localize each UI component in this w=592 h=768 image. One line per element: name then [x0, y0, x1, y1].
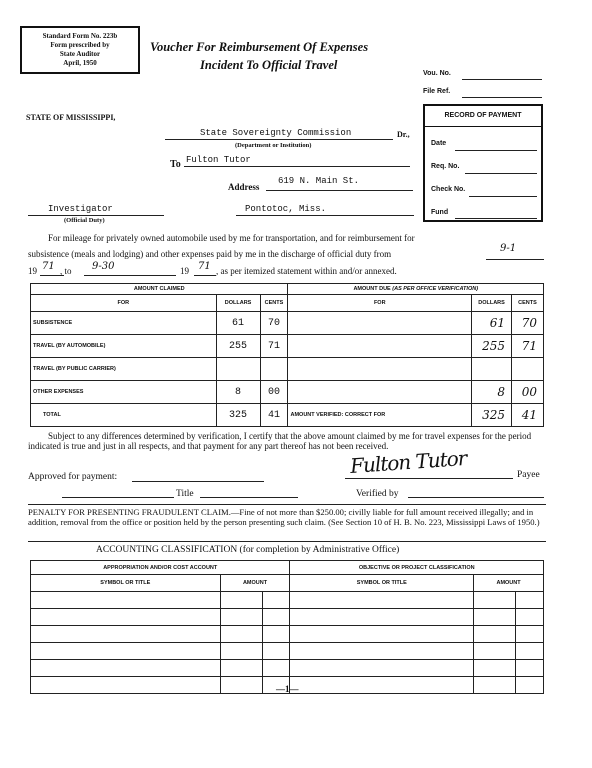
penalty-text: PENALTY FOR PRESENTING FRAUDULENT CLAIM.—Fine of not more than $250.00; civilly liable for full amount received illegally; and in addition, removal from the office or position held by the person presenting such claim. (See Section 10 of H. B. No. 223, Mississippi Laws of 1950.)	[28, 507, 540, 527]
signature-text: Fulton Tutor	[349, 445, 468, 479]
table-row	[31, 660, 544, 677]
vou-no-field[interactable]	[462, 79, 542, 80]
from-year-value: 71	[42, 261, 55, 272]
vou-no-label: Vou. No.	[423, 70, 451, 77]
cell[interactable]	[290, 643, 474, 660]
state-label: STATE OF MISSISSIPPI,	[26, 113, 116, 122]
row-label: OTHER EXPENSES	[31, 381, 217, 404]
payee-name-field[interactable]	[184, 166, 410, 167]
cell[interactable]	[220, 677, 262, 694]
address-field[interactable]	[266, 190, 413, 191]
row-cents[interactable]: 00	[260, 381, 288, 404]
row-due-cents[interactable]	[512, 358, 544, 381]
from-date-field[interactable]	[486, 259, 544, 260]
record-req-field[interactable]	[465, 173, 537, 174]
duty-field[interactable]	[28, 215, 164, 216]
row-dollars[interactable]: 61	[216, 312, 260, 335]
cell[interactable]	[290, 677, 474, 694]
to-date-field[interactable]	[84, 275, 176, 276]
record-date-field[interactable]	[455, 150, 537, 151]
statement-line3-tail: , as per itemized statement within and/or annexed.	[216, 266, 397, 276]
cell[interactable]	[290, 609, 474, 626]
record-title: RECORD OF PAYMENT	[444, 112, 522, 119]
cell[interactable]	[516, 592, 544, 609]
col-due-cents-header: CENTS	[512, 295, 544, 312]
record-check-label: Check No.	[431, 186, 466, 193]
table-row	[31, 335, 544, 358]
file-ref-field[interactable]	[462, 97, 542, 98]
table-row	[31, 358, 544, 381]
cell[interactable]	[516, 643, 544, 660]
right-symbol-header: SYMBOL OR TITLE	[290, 575, 474, 592]
cell[interactable]	[290, 592, 474, 609]
from-date-value: 9-1	[500, 243, 517, 254]
address-label: Address	[228, 182, 260, 192]
duty-caption: (Official Duty)	[64, 217, 105, 224]
table-row	[31, 381, 544, 404]
table-row	[31, 592, 544, 609]
form-id-box	[20, 26, 140, 74]
total-due-dollars[interactable]: 325	[472, 404, 512, 427]
from-year-prefix: 19	[28, 266, 37, 276]
cell[interactable]	[474, 626, 516, 643]
row-due-cents[interactable]: 71	[512, 335, 544, 358]
payee-label: Payee	[517, 470, 540, 480]
cell[interactable]	[31, 592, 221, 609]
form-title-line1: Voucher For Reimbursement Of Expenses	[150, 40, 369, 54]
verified-by-label: Verified by	[356, 489, 399, 499]
payee-name-value: Fulton Tutor	[186, 155, 251, 165]
cell[interactable]	[31, 609, 221, 626]
cell[interactable]	[516, 677, 544, 694]
cell[interactable]	[516, 609, 544, 626]
appropriation-header: APPROPRIATION AND/OR COST ACCOUNT	[31, 561, 290, 575]
row-due-dollars[interactable]	[472, 358, 512, 381]
cell[interactable]	[474, 609, 516, 626]
total-cents[interactable]: 41	[260, 404, 288, 427]
department-caption: (Department or Institution)	[235, 142, 312, 149]
department-field[interactable]	[165, 139, 393, 140]
total-dollars[interactable]: 325	[216, 404, 260, 427]
table-row	[31, 626, 544, 643]
col-due-dollars-header: DOLLARS	[472, 295, 512, 312]
row-label: TRAVEL (BY AUTOMOBILE)	[31, 335, 217, 358]
department-suffix: Dr.,	[397, 130, 410, 139]
form-title-line2: Incident To Official Travel	[200, 58, 338, 72]
left-symbol-header: SYMBOL OR TITLE	[31, 575, 221, 592]
statement-line2: subsistence (meals and lodging) and other expenses paid by me in the discharge of official duty from	[28, 249, 392, 259]
approved-field[interactable]	[132, 481, 264, 482]
cell[interactable]	[31, 677, 221, 694]
total-due-cents[interactable]: 41	[512, 404, 544, 427]
total-row	[31, 404, 544, 427]
table-row	[31, 312, 544, 335]
to-word: , to	[60, 266, 72, 276]
amount-due-label: AMOUNT DUE	[353, 286, 391, 292]
row-due-for	[288, 335, 472, 358]
cell[interactable]	[220, 643, 262, 660]
penalty-divider	[28, 504, 546, 505]
total-label: TOTAL	[31, 404, 217, 427]
amount-claimed-header: AMOUNT CLAIMED	[31, 284, 288, 295]
city-field[interactable]	[236, 215, 414, 216]
record-date-label: Date	[431, 140, 447, 147]
department-value: State Sovereignty Commission	[200, 128, 352, 138]
col-due-for-header: FOR	[288, 295, 472, 312]
verified-by-field[interactable]	[408, 497, 544, 498]
row-label: SUBSISTENCE	[31, 312, 217, 335]
approved-label: Approved for payment:	[28, 472, 118, 482]
accounting-title: ACCOUNTING CLASSIFICATION (for completion by Administrative Office)	[96, 545, 400, 555]
record-req-label: Req. No.	[431, 163, 460, 170]
cell[interactable]	[262, 660, 290, 677]
to-year-prefix: 19	[180, 266, 189, 276]
to-date-value: 9-30	[92, 261, 115, 272]
cell[interactable]	[220, 592, 262, 609]
certify-text: Subject to any differences determined by verification, I certify that the above amount claimed by me for travel expenses for the period indicated is true and just in all respects, and that payment for any part thereof has not been received.	[28, 431, 532, 451]
city-value: Pontotoc, Miss.	[245, 204, 327, 214]
cell[interactable]	[290, 626, 474, 643]
address-value: 619 N. Main St.	[278, 176, 360, 186]
row-due-for	[288, 312, 472, 335]
record-of-payment-box	[423, 104, 543, 222]
table-row	[31, 643, 544, 660]
cell[interactable]	[31, 626, 221, 643]
record-fund-field[interactable]	[455, 218, 537, 219]
accounting-table	[30, 560, 544, 694]
form-id-line2: Form prescribed by	[50, 41, 110, 49]
cell[interactable]	[262, 592, 290, 609]
col-dollars-header: DOLLARS	[216, 295, 260, 312]
approval-signature-field[interactable]	[62, 497, 174, 498]
row-dollars[interactable]: 255	[216, 335, 260, 358]
cell[interactable]	[516, 660, 544, 677]
statement-line1: For mileage for privately owned automobile used by me for transportation, and for reimbursement for	[48, 233, 415, 243]
amount-due-note: (AS PER OFFICE VERIFICATION)	[392, 286, 479, 292]
cell[interactable]	[516, 626, 544, 643]
title-field[interactable]	[200, 497, 298, 498]
row-label: TRAVEL (BY PUBLIC CARRIER)	[31, 358, 217, 381]
cell[interactable]	[262, 643, 290, 660]
row-due-dollars[interactable]: 255	[472, 335, 512, 358]
record-fund-label: Fund	[431, 209, 449, 216]
record-check-field[interactable]	[469, 196, 537, 197]
row-dollars[interactable]: 8	[216, 381, 260, 404]
cell[interactable]	[31, 660, 221, 677]
form-id-line3: State Auditor	[59, 50, 101, 58]
row-due-cents[interactable]: 70	[512, 312, 544, 335]
form-id-line1: Standard Form No. 223b	[42, 32, 118, 40]
col-cents-header: CENTS	[260, 295, 288, 312]
row-due-for	[288, 381, 472, 404]
amount-due-header	[288, 284, 544, 295]
cell[interactable]	[31, 643, 221, 660]
penalty-divider-bottom	[28, 541, 546, 542]
cell[interactable]	[474, 677, 516, 694]
row-due-dollars[interactable]: 61	[472, 312, 512, 335]
cell[interactable]	[474, 643, 516, 660]
objective-header: OBJECTIVE OR PROJECT CLASSIFICATION	[290, 561, 544, 575]
cell[interactable]	[474, 592, 516, 609]
title-label: Title	[176, 489, 194, 499]
right-amount-header: AMOUNT	[474, 575, 544, 592]
cell[interactable]	[474, 660, 516, 677]
duty-value: Investigator	[48, 204, 113, 214]
cell[interactable]	[220, 660, 262, 677]
to-year-value: 71	[198, 261, 211, 272]
file-ref-label: File Ref.	[423, 88, 451, 95]
row-due-for	[288, 358, 472, 381]
cell[interactable]	[262, 626, 290, 643]
form-id-line4: April, 1950	[63, 59, 97, 67]
payee-signature-field[interactable]	[345, 478, 513, 479]
page-number: —1—	[276, 684, 299, 694]
to-label: To	[170, 159, 181, 170]
to-year-field[interactable]	[194, 275, 216, 276]
left-amount-header: AMOUNT	[220, 575, 290, 592]
cell[interactable]	[290, 660, 474, 677]
row-cents[interactable]: 70	[260, 312, 288, 335]
table-row	[31, 609, 544, 626]
row-dollars[interactable]	[216, 358, 260, 381]
cell[interactable]	[220, 609, 262, 626]
amount-verified-label: AMOUNT VERIFIED: CORRECT FOR	[288, 404, 472, 427]
cell[interactable]	[262, 609, 290, 626]
row-cents[interactable]	[260, 358, 288, 381]
cell[interactable]	[220, 626, 262, 643]
col-for-header: FOR	[31, 295, 217, 312]
row-cents[interactable]: 71	[260, 335, 288, 358]
claim-table	[30, 283, 544, 427]
row-due-cents[interactable]: 00	[512, 381, 544, 404]
row-due-dollars[interactable]: 8	[472, 381, 512, 404]
